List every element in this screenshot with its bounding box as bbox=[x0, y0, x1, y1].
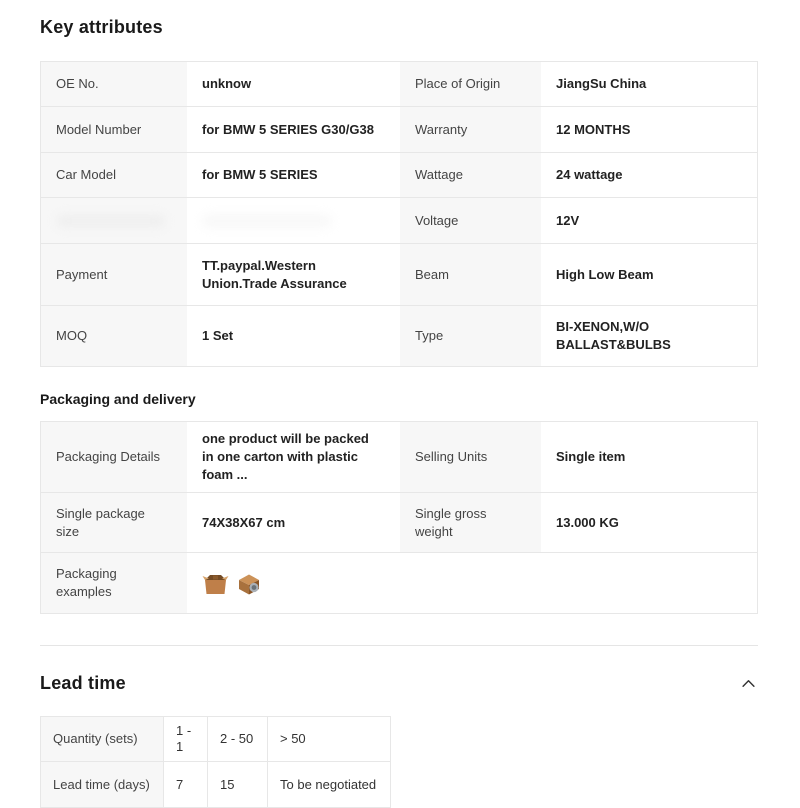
attr-value: 13.000 KG bbox=[541, 493, 757, 552]
section-divider bbox=[40, 645, 758, 646]
table-row bbox=[41, 153, 757, 198]
chevron-up-icon bbox=[741, 676, 756, 691]
attr-value: one product will be packed in one carton with plastic foam ... bbox=[187, 422, 400, 492]
attr-label: Model Number bbox=[41, 107, 187, 152]
attr-label: Car Model bbox=[41, 153, 187, 197]
attr-label: Place of Origin bbox=[400, 62, 541, 106]
attr-value: 12 MONTHS bbox=[541, 107, 757, 152]
packaging-example-thumbnails bbox=[202, 572, 263, 595]
lead-time-days: To be negotiated bbox=[280, 776, 377, 792]
attr-label: Warranty bbox=[400, 107, 541, 152]
attr-label: Wattage bbox=[400, 153, 541, 197]
attr-label: Single package size bbox=[41, 493, 187, 552]
table-row bbox=[41, 422, 757, 493]
attr-label-redacted bbox=[41, 198, 187, 243]
attr-value: TT.paypal.Western Union.Trade Assurance bbox=[187, 244, 400, 305]
attr-label: MOQ bbox=[41, 306, 187, 366]
attr-value: for BMW 5 SERIES bbox=[187, 153, 400, 197]
redacted-text-blur bbox=[202, 214, 332, 228]
attr-label: Single gross weight bbox=[400, 493, 541, 552]
attr-label: OE No. bbox=[41, 62, 187, 106]
attr-value: High Low Beam bbox=[541, 244, 757, 305]
attr-value-redacted bbox=[187, 198, 400, 243]
attr-label: Voltage bbox=[400, 198, 541, 243]
packaging-delivery-table bbox=[40, 421, 758, 614]
lead-time-quantity-label: Quantity (sets) bbox=[41, 717, 164, 761]
collapse-section-button[interactable] bbox=[739, 674, 758, 693]
redacted-text-blur bbox=[56, 214, 166, 228]
table-row bbox=[41, 62, 757, 107]
attr-value: 74X38X67 cm bbox=[187, 493, 400, 552]
attr-value: unknow bbox=[187, 62, 400, 106]
attr-value: 1 Set bbox=[187, 306, 400, 366]
lead-time-days: 7 bbox=[164, 762, 208, 807]
packaging-delivery-title: Packaging and delivery bbox=[40, 391, 196, 407]
attr-value: JiangSu China bbox=[541, 62, 757, 106]
table-row bbox=[41, 244, 757, 306]
quantity-range: 2 - 50 bbox=[208, 717, 268, 761]
key-attributes-table bbox=[40, 61, 758, 367]
attr-label: Selling Units bbox=[400, 422, 541, 492]
table-row bbox=[41, 717, 390, 762]
lead-time-title: Lead time bbox=[40, 673, 126, 693]
table-row bbox=[41, 493, 757, 553]
quantity-range: 1 - 1 bbox=[164, 717, 208, 761]
attr-label: Packaging examples bbox=[41, 553, 187, 613]
packaging-examples-cell bbox=[187, 553, 757, 613]
quantity-range: > 50 bbox=[280, 731, 306, 746]
table-row bbox=[41, 198, 757, 244]
table-row bbox=[41, 553, 757, 613]
open-carton-box-icon[interactable] bbox=[202, 572, 229, 595]
lead-time-days-label: Lead time (days) bbox=[41, 762, 164, 807]
attr-value: BI-XENON,W/O BALLAST&BULBS bbox=[541, 306, 757, 366]
table-row bbox=[41, 762, 390, 807]
attr-label: Payment bbox=[41, 244, 187, 305]
attr-label: Beam bbox=[400, 244, 541, 305]
attr-label: Type bbox=[400, 306, 541, 366]
packed-carton-box-with-headlight-icon[interactable] bbox=[236, 572, 263, 595]
table-row bbox=[41, 107, 757, 153]
table-row bbox=[41, 306, 757, 366]
attr-value: Single item bbox=[541, 422, 757, 492]
attr-value: 12V bbox=[541, 198, 757, 243]
lead-time-table bbox=[40, 716, 391, 808]
lead-time-days: 15 bbox=[208, 762, 268, 807]
attr-label: Packaging Details bbox=[41, 422, 187, 492]
attr-value: for BMW 5 SERIES G30/G38 bbox=[187, 107, 400, 152]
lead-time-header bbox=[40, 673, 758, 694]
key-attributes-title: Key attributes bbox=[40, 17, 163, 37]
attr-value: 24 wattage bbox=[541, 153, 757, 197]
